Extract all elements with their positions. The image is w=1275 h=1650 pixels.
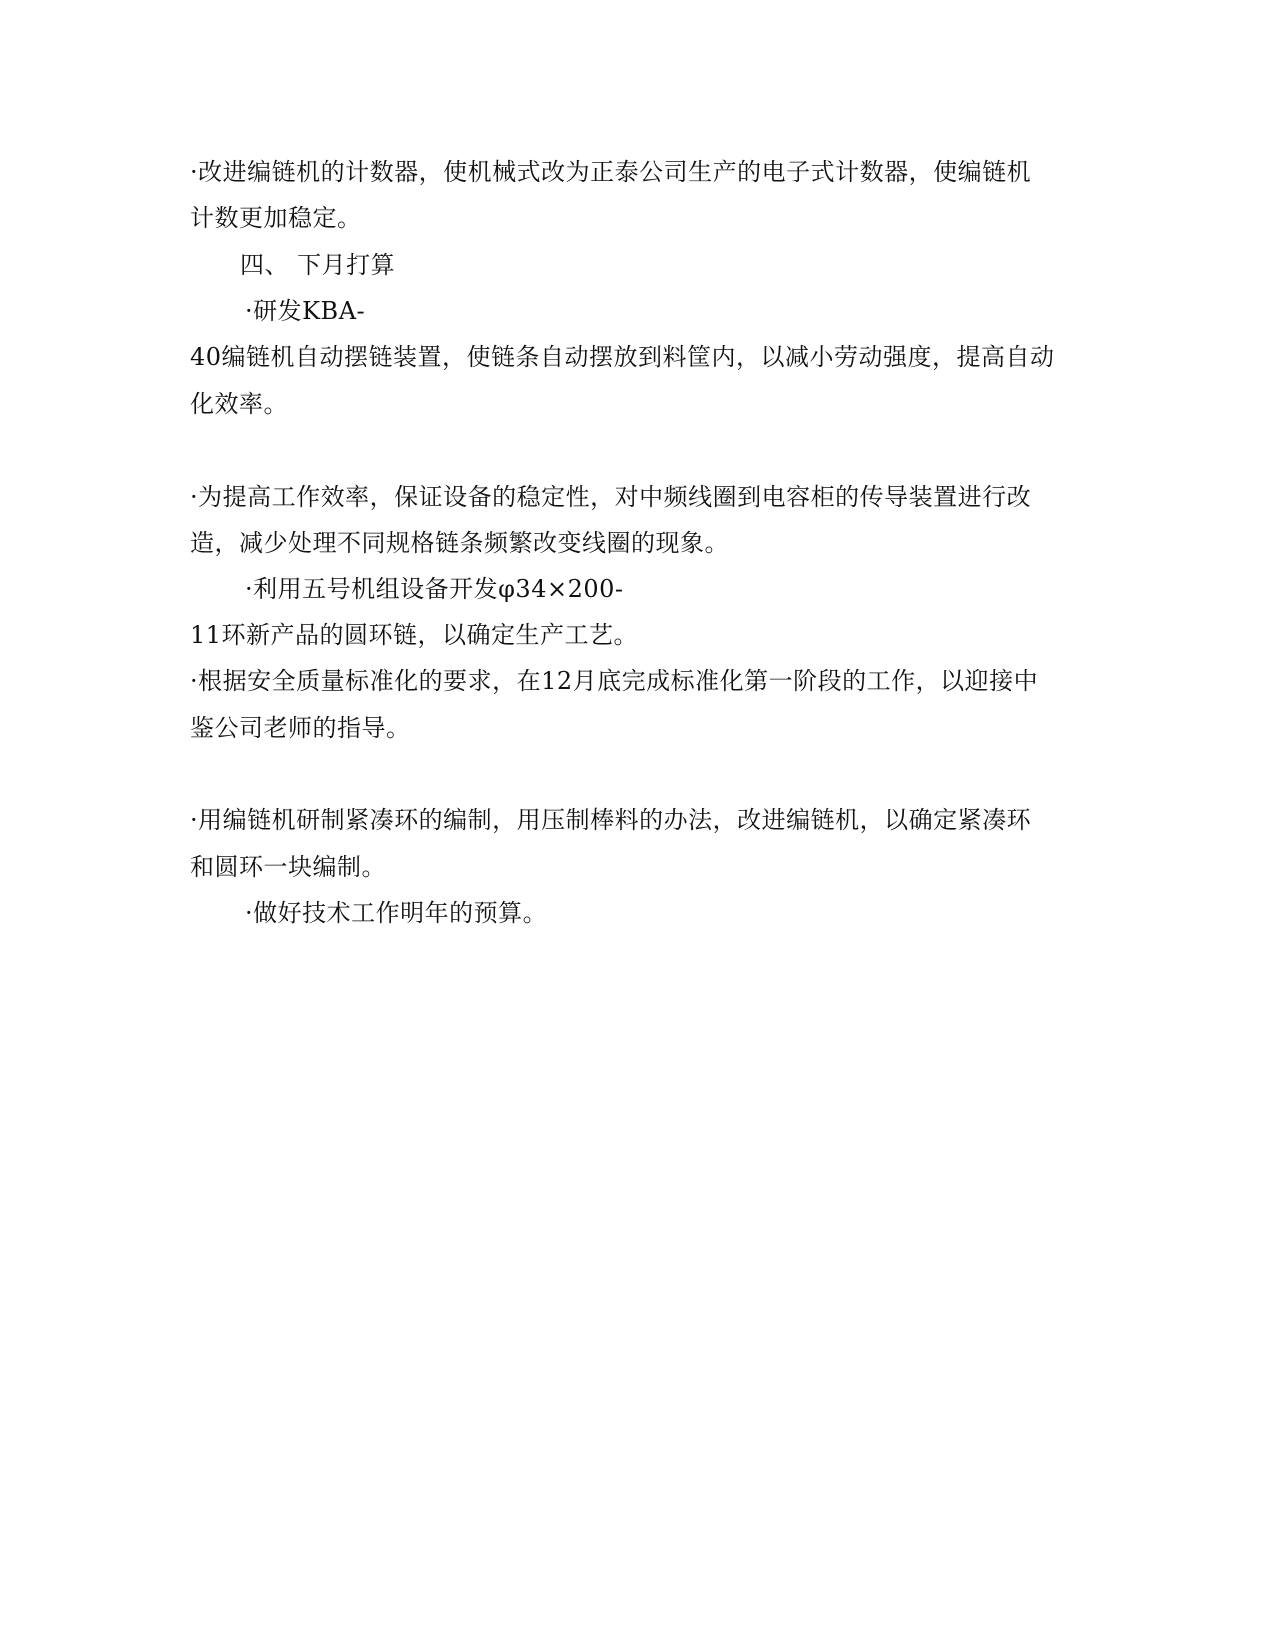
paragraph-coil-transmission-line-1: ·为提高工作效率，保证设备的稳定性，对中频线圈到电容柜的传导装置进行改 — [190, 483, 1032, 511]
paragraph-compact-ring-line-1: ·用编链机研制紧凑环的编制，用压制棒料的办法，改进编链机，以确定紧凑环 — [190, 806, 1032, 834]
paragraph-kba-device-line-3: 化效率。 — [190, 390, 288, 418]
paragraph-kba-device-line-1: ·研发KBA- — [245, 297, 366, 325]
paragraph-counter-upgrade-line-1: ·改进编链机的计数器，使机械式改为正泰公司生产的电子式计数器，使编链机 — [190, 158, 1032, 186]
section-heading-next-month-plan: 四、 下月打算 — [240, 251, 396, 279]
paragraph-coil-transmission-line-2: 造，减少处理不同规格链条频繁改变线圈的现象。 — [190, 529, 729, 557]
paragraph-counter-upgrade-line-2: 计数更加稳定。 — [190, 204, 362, 232]
paragraph-kba-device-line-2: 40编链机自动摆链装置，使链条自动摆放到料筐内，以减小劳动强度，提高自动 — [190, 343, 1055, 371]
paragraph-standardization-line-2: 鉴公司老师的指导。 — [190, 714, 411, 742]
paragraph-compact-ring-line-2: 和圆环一块编制。 — [190, 853, 386, 881]
paragraph-ring-chain-line-1: ·利用五号机组设备开发φ34×200- — [245, 575, 624, 603]
paragraph-budget-line-1: ·做好技术工作明年的预算。 — [245, 899, 548, 927]
paragraph-ring-chain-line-2: 11环新产品的圆环链，以确定生产工艺。 — [190, 621, 639, 649]
paragraph-standardization-line-1: ·根据安全质量标准化的要求，在12月底完成标准化第一阶段的工作，以迎接中 — [190, 667, 1039, 695]
